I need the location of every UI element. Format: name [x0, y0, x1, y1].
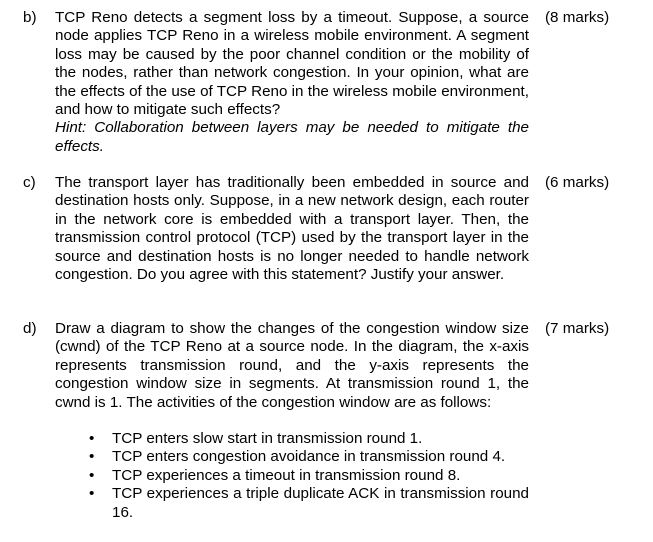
question-marks: (7 marks) [545, 320, 610, 337]
list-item-text: TCP enters slow start in transmission round 1. [112, 430, 423, 447]
list-item [85, 485, 529, 522]
question-text [55, 9, 529, 156]
activity-list [85, 430, 529, 522]
question-hint: Hint: Collaboration between layers may be needed to mitigate the effects. [55, 119, 529, 155]
bullet-icon: • [89, 485, 95, 503]
question-marks: (6 marks) [545, 174, 610, 191]
question-body: TCP Reno detects a segment loss by a timeout. Suppose, a source node applies TCP Reno in a wireless mobile environment. A segment loss may be caused by the poor channel condition or the mobility of the nodes, rather than network congestion. In your opinion, what are the effects of the use of TCP Reno in the wireless mobile environment, and how to mitigate such effects? [55, 9, 529, 119]
list-item-text: TCP experiences a timeout in transmission round 8. [112, 466, 461, 484]
question-body: The transport layer has traditionally been embedded in source and destination hosts only. Suppose, in a new network design, each router in the network core is embedded with a transport layer. Then, the transmission control protocol (TCP) used by the transport layer in the source and destination hosts is no longer needed to handle network congestion. Do you agree with this statement? Justify your answer. [55, 174, 529, 284]
bullet-icon: • [89, 466, 95, 484]
question-label: b) [23, 9, 37, 26]
bullet-icon: • [89, 430, 95, 447]
question-text [55, 174, 529, 284]
list-item-text: TCP experiences a triple duplicate ACK in transmission round 16. [112, 485, 529, 521]
question-marks: (8 marks) [545, 9, 610, 26]
question-text [55, 320, 529, 412]
question-label: d) [23, 320, 37, 337]
bullet-icon: • [89, 448, 95, 466]
list-item [85, 430, 529, 448]
list-item [85, 467, 529, 485]
list-item-text: TCP enters congestion avoidance in transmission round 4. [112, 448, 506, 466]
list-item [85, 448, 529, 466]
question-label: c) [23, 174, 36, 191]
question-body: Draw a diagram to show the changes of the congestion window size (cwnd) of the TCP Reno at a source node. In the diagram, the x-axis represents transmission round, and the y-axis represents the congestion window size in segments. At transmission round 1, the cwnd is 1. The activities of the congestion window are as follows: [55, 320, 529, 411]
